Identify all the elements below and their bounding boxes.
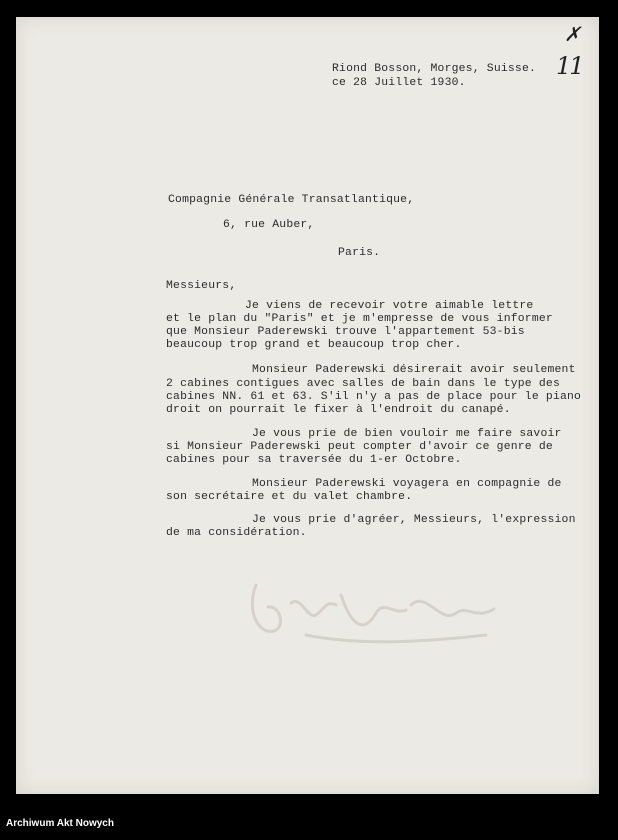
paragraph-line: Monsieur Paderewski voyagera en compagnie de [252,478,562,490]
paragraph-line: si Monsieur Paderewski peut compter d'avoir ce genre de [166,441,553,453]
corner-mark: ✗ [564,22,581,46]
paragraph-line: Je vous prie d'agréer, Messieurs, l'expression [252,514,576,526]
paragraph-line: 2 cabines contigues avec salles de bain dans le type des [166,378,560,390]
paragraph-line: Monsieur Paderewski désirerait avoir seulement [252,364,576,376]
paragraph-line: Je viens de recevoir votre aimable lettre [245,300,534,312]
paragraph-line: son secrétaire et du valet chambre. [166,491,413,503]
paragraph-line: beaucoup trop grand et beaucoup trop cher. [166,339,462,351]
paragraph-line: droit on pourrait le fixer à l'endroit du canapé. [166,404,511,416]
paragraph-line: et le plan du "Paris" et je m'empresse de vous informer [166,313,553,325]
recipient-street: 6, rue Auber, [223,219,315,231]
letter-date: ce 28 Juillet 1930. [332,77,466,89]
letter-page [16,17,599,794]
page-number: 11 [556,52,583,80]
paragraph-line: Je vous prie de bien vouloir me faire savoir [252,428,562,440]
paragraph-line: cabines NN. 61 et 63. S'il n'y a pas de place pour le piano [166,391,582,403]
archive-label: Archiwum Akt Nowych [6,818,114,829]
recipient-city: Paris. [338,247,381,259]
paragraph-line: que Monsieur Paderewski trouve l'appartement 53-bis [166,326,525,338]
recipient-name: Compagnie Générale Transatlantique, [168,194,415,206]
paragraph-line: cabines pour sa traversée du 1-er Octobre. [166,454,462,466]
letter-place: Riond Bosson, Morges, Suisse. [332,63,537,75]
salutation: Messieurs, [166,280,237,292]
paragraph-line: de ma considération. [166,527,307,539]
signature-bleed-through [246,565,526,655]
